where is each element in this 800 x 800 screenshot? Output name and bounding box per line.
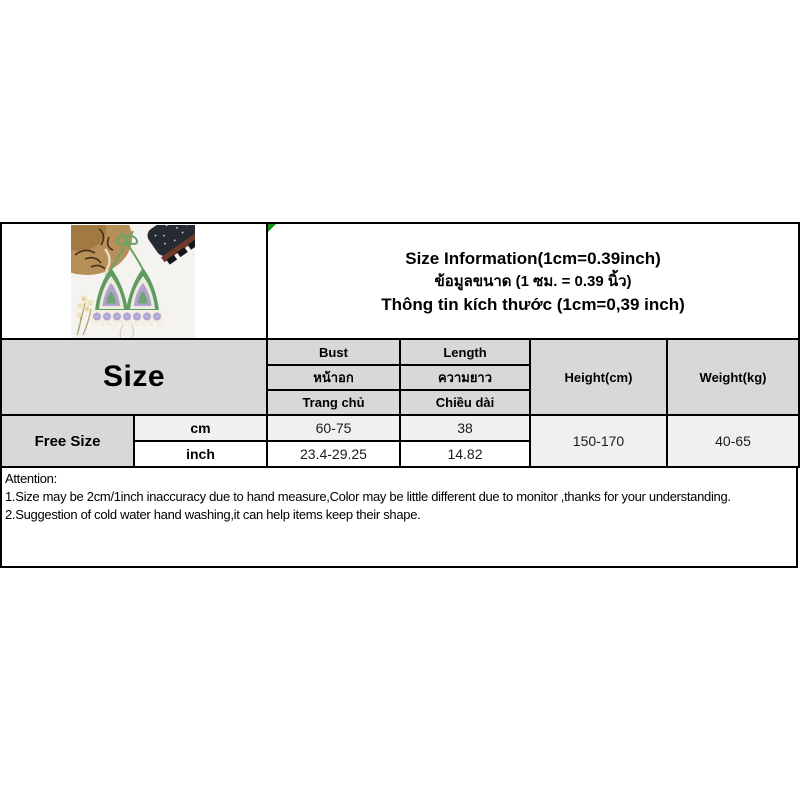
header-bust-th: หน้าอก bbox=[267, 365, 400, 390]
header-bust-vi: Trang chủ bbox=[267, 390, 400, 415]
length-cm-value: 38 bbox=[400, 415, 530, 441]
length-inch-value: 14.82 bbox=[400, 441, 530, 467]
size-info-title-th: ข้อมูลขนาด (1 ซม. = 0.39 นิ้ว) bbox=[434, 272, 632, 290]
size-info-title-vi: Thông tin kích thước (1cm=0,39 inch) bbox=[381, 294, 685, 314]
size-chart-sheet bbox=[0, 222, 798, 568]
header-height: Height(cm) bbox=[530, 339, 667, 415]
unit-inch-cell: inch bbox=[134, 441, 267, 467]
header-length-th: ความยาว bbox=[400, 365, 530, 390]
header-length-en: Length bbox=[400, 339, 530, 365]
size-header-cell: Size bbox=[1, 339, 267, 415]
size-value-cell: Free Size bbox=[1, 415, 134, 467]
size-info-title-en: Size Information(1cm=0.39inch) bbox=[405, 248, 661, 268]
size-info-cell bbox=[267, 223, 799, 339]
bust-inch-value: 23.4-29.25 bbox=[267, 441, 400, 467]
attention-line-2: 2.Suggestion of cold water hand washing,it can help items keep their shape. bbox=[5, 507, 421, 522]
cell-flag-icon bbox=[268, 224, 276, 232]
height-value: 150-170 bbox=[530, 415, 667, 467]
header-bust-en: Bust bbox=[267, 339, 400, 365]
header-row-en bbox=[1, 339, 799, 365]
data-row-cm bbox=[1, 415, 799, 441]
size-info-block bbox=[268, 247, 798, 316]
bust-cm-value: 60-75 bbox=[267, 415, 400, 441]
size-table bbox=[0, 222, 800, 468]
attention-section bbox=[0, 468, 798, 568]
header-weight: Weight(kg) bbox=[667, 339, 799, 415]
unit-cm-cell: cm bbox=[134, 415, 267, 441]
header-length-vi: Chiều dài bbox=[400, 390, 530, 415]
attention-line-1: 1.Size may be 2cm/1inch inaccuracy due to hand measure,Color may be little different due to monitor ,thanks for your understanding. bbox=[5, 489, 731, 504]
product-photo-cell bbox=[1, 223, 267, 339]
product-photo bbox=[71, 225, 195, 339]
weight-value: 40-65 bbox=[667, 415, 799, 467]
attention-title: Attention: bbox=[5, 471, 57, 486]
photo-header-row bbox=[1, 223, 799, 339]
